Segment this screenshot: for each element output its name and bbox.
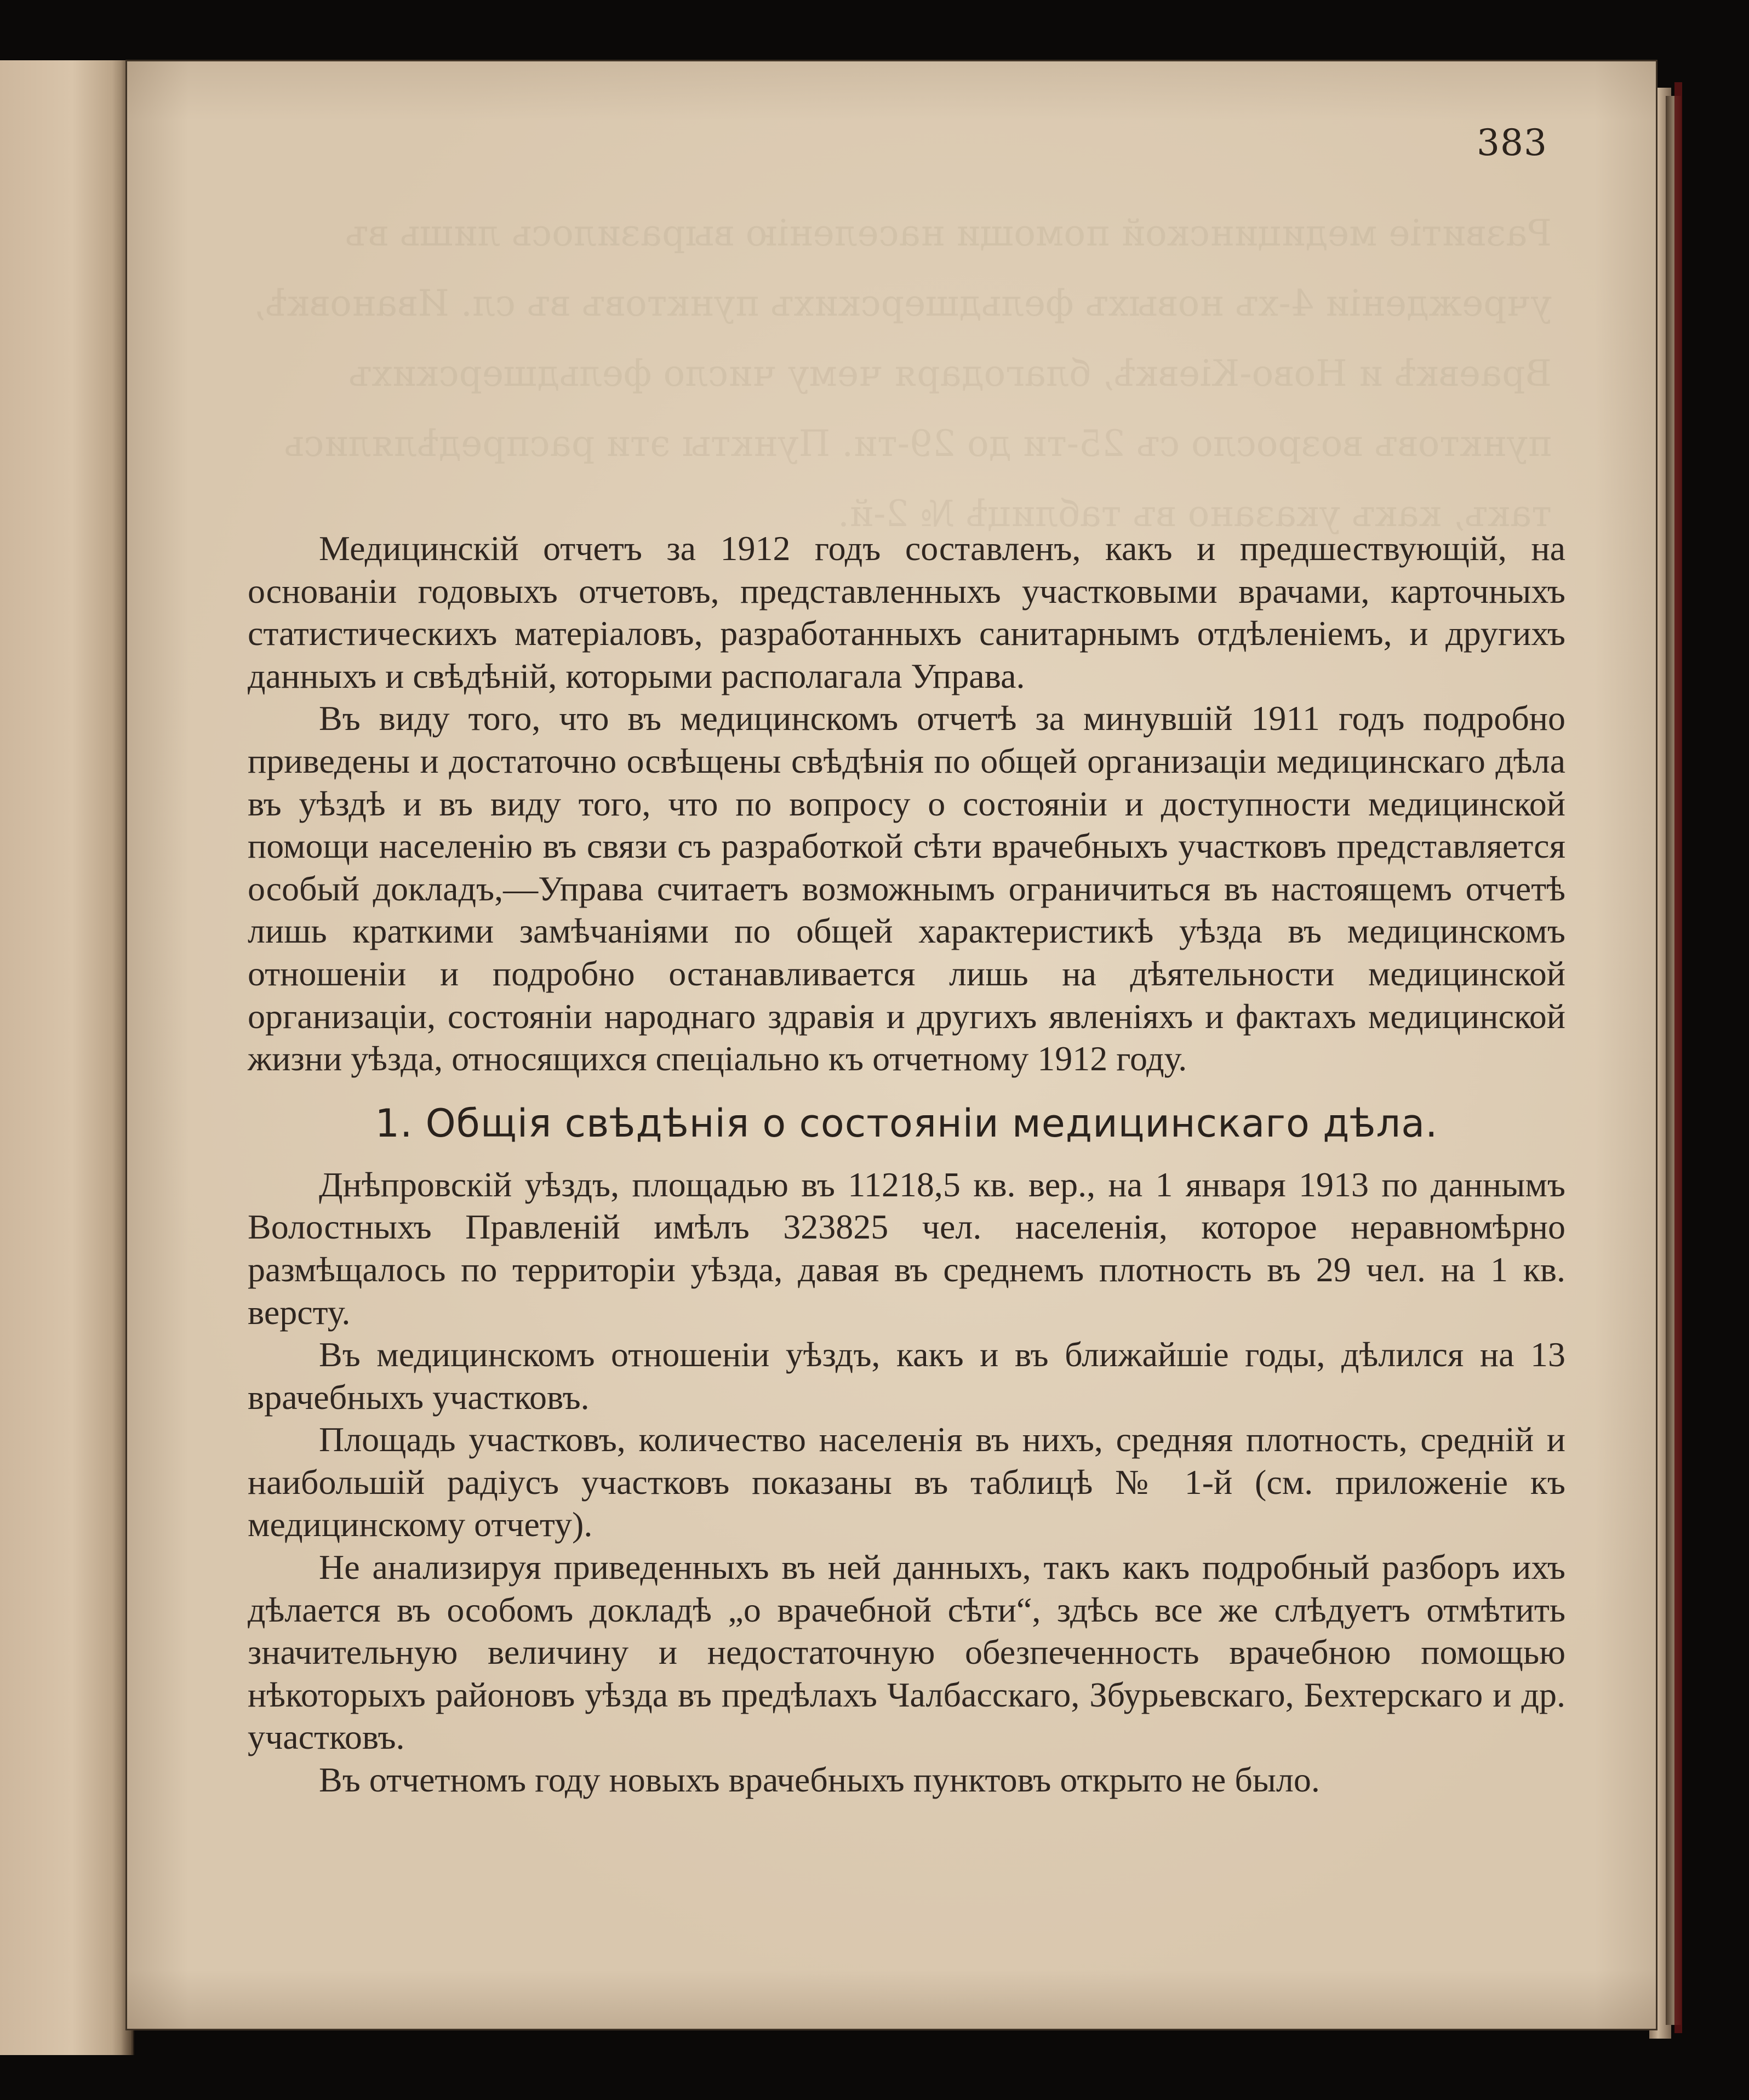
page-body	[248, 527, 1565, 1801]
page-number: 383	[1477, 122, 1547, 164]
paragraph: Площадь участковъ, количество населенія въ нихъ, средняя плотность, средній и наибольшій радіусъ участковъ показаны въ таблицѣ № 1-й (см. приложеніе къ медицинскому отчету).	[248, 1420, 1565, 1544]
paragraph: Днѣпровскій уѣздъ, площадью въ 11218,5 кв. вер., на 1 января 1913 по даннымъ Волостныхъ Правленій имѣлъ 323825 чел. населенія, которое неравномѣрно размѣщалось по территоріи уѣзда, давая въ среднемъ плотность въ 29 чел. на 1 кв. версту.	[248, 1165, 1565, 1332]
bleed-through-text: Развитіе медицинской помощи населенію выразилось лишь въ учрежденіи 4-хъ новыхъ фельдшерскихъ пунктовъ въ сл. Ивановкѣ, Враевкѣ и Ново-Кіевкѣ, благодаря чему число фельдшерскихъ пунктовъ возросло съ 25-ти до 29-ти. Пункты эти распредѣлялись такъ, какъ указано въ таблицѣ № 2-й.	[242, 212, 1552, 535]
paragraph: Въ отчетномъ году новыхъ врачебныхъ пунктовъ открыто не было.	[319, 1760, 1320, 1800]
paragraph: Въ виду того, что въ медицинскомъ отчетѣ за минувшій 1911 годъ подробно приведены и достаточно освѣщены свѣдѣнія по общей организаціи медицинскаго дѣла въ уѣздѣ и въ виду того, что по вопросу о состояніи и доступности медицинской помощи населенію въ связи съ разработкой сѣти врачебныхъ участковъ представляется особый докладъ,—Управа считаетъ возможнымъ ограничиться въ настоящемъ отчетѣ лишь краткими замѣчаніями по общей характеристикѣ уѣзда въ медицинскомъ отношеніи и подробно останавливается лишь на дѣятельности медицинской организаціи, состояніи народнаго здравія и другихъ явленіяхъ и фактахъ медицинской жизни уѣзда, относящихся спеціально къ отчетному 1912 году.	[248, 699, 1565, 1078]
paragraph: Въ медицинскомъ отношеніи уѣздъ, какъ и въ ближайшіе годы, дѣлился на 13 врачебныхъ участковъ.	[248, 1335, 1565, 1417]
paragraph: Медицинскій отчетъ за 1912 годъ составленъ, какъ и предшествующій, на основаніи годовыхъ отчетовъ, представленныхъ участковыми врачами, карточныхъ статистическихъ матеріаловъ, разработанныхъ санитарнымъ отдѣленіемъ, и другихъ данныхъ и свѣдѣній, которыми располагала Управа.	[248, 529, 1565, 695]
section-heading: 1. Общія свѣдѣнія о состояніи медицинскаго дѣла.	[375, 1100, 1438, 1146]
book-page	[127, 61, 1656, 2029]
paragraph: Не анализируя приведенныхъ въ ней данныхъ, такъ какъ подробный разборъ ихъ дѣлается въ особомъ докладѣ „о врачебной сѣти“, здѣсь все же слѣдуетъ отмѣтить значительную величину и недостаточную обезпеченность врачебною помощью нѣкоторыхъ районовъ уѣзда въ предѣлахъ Чалбасскаго, Збурьевскаго, Бехтерскаго и др. участковъ.	[248, 1548, 1565, 1757]
bookmark-ribbon	[1674, 82, 1682, 2033]
